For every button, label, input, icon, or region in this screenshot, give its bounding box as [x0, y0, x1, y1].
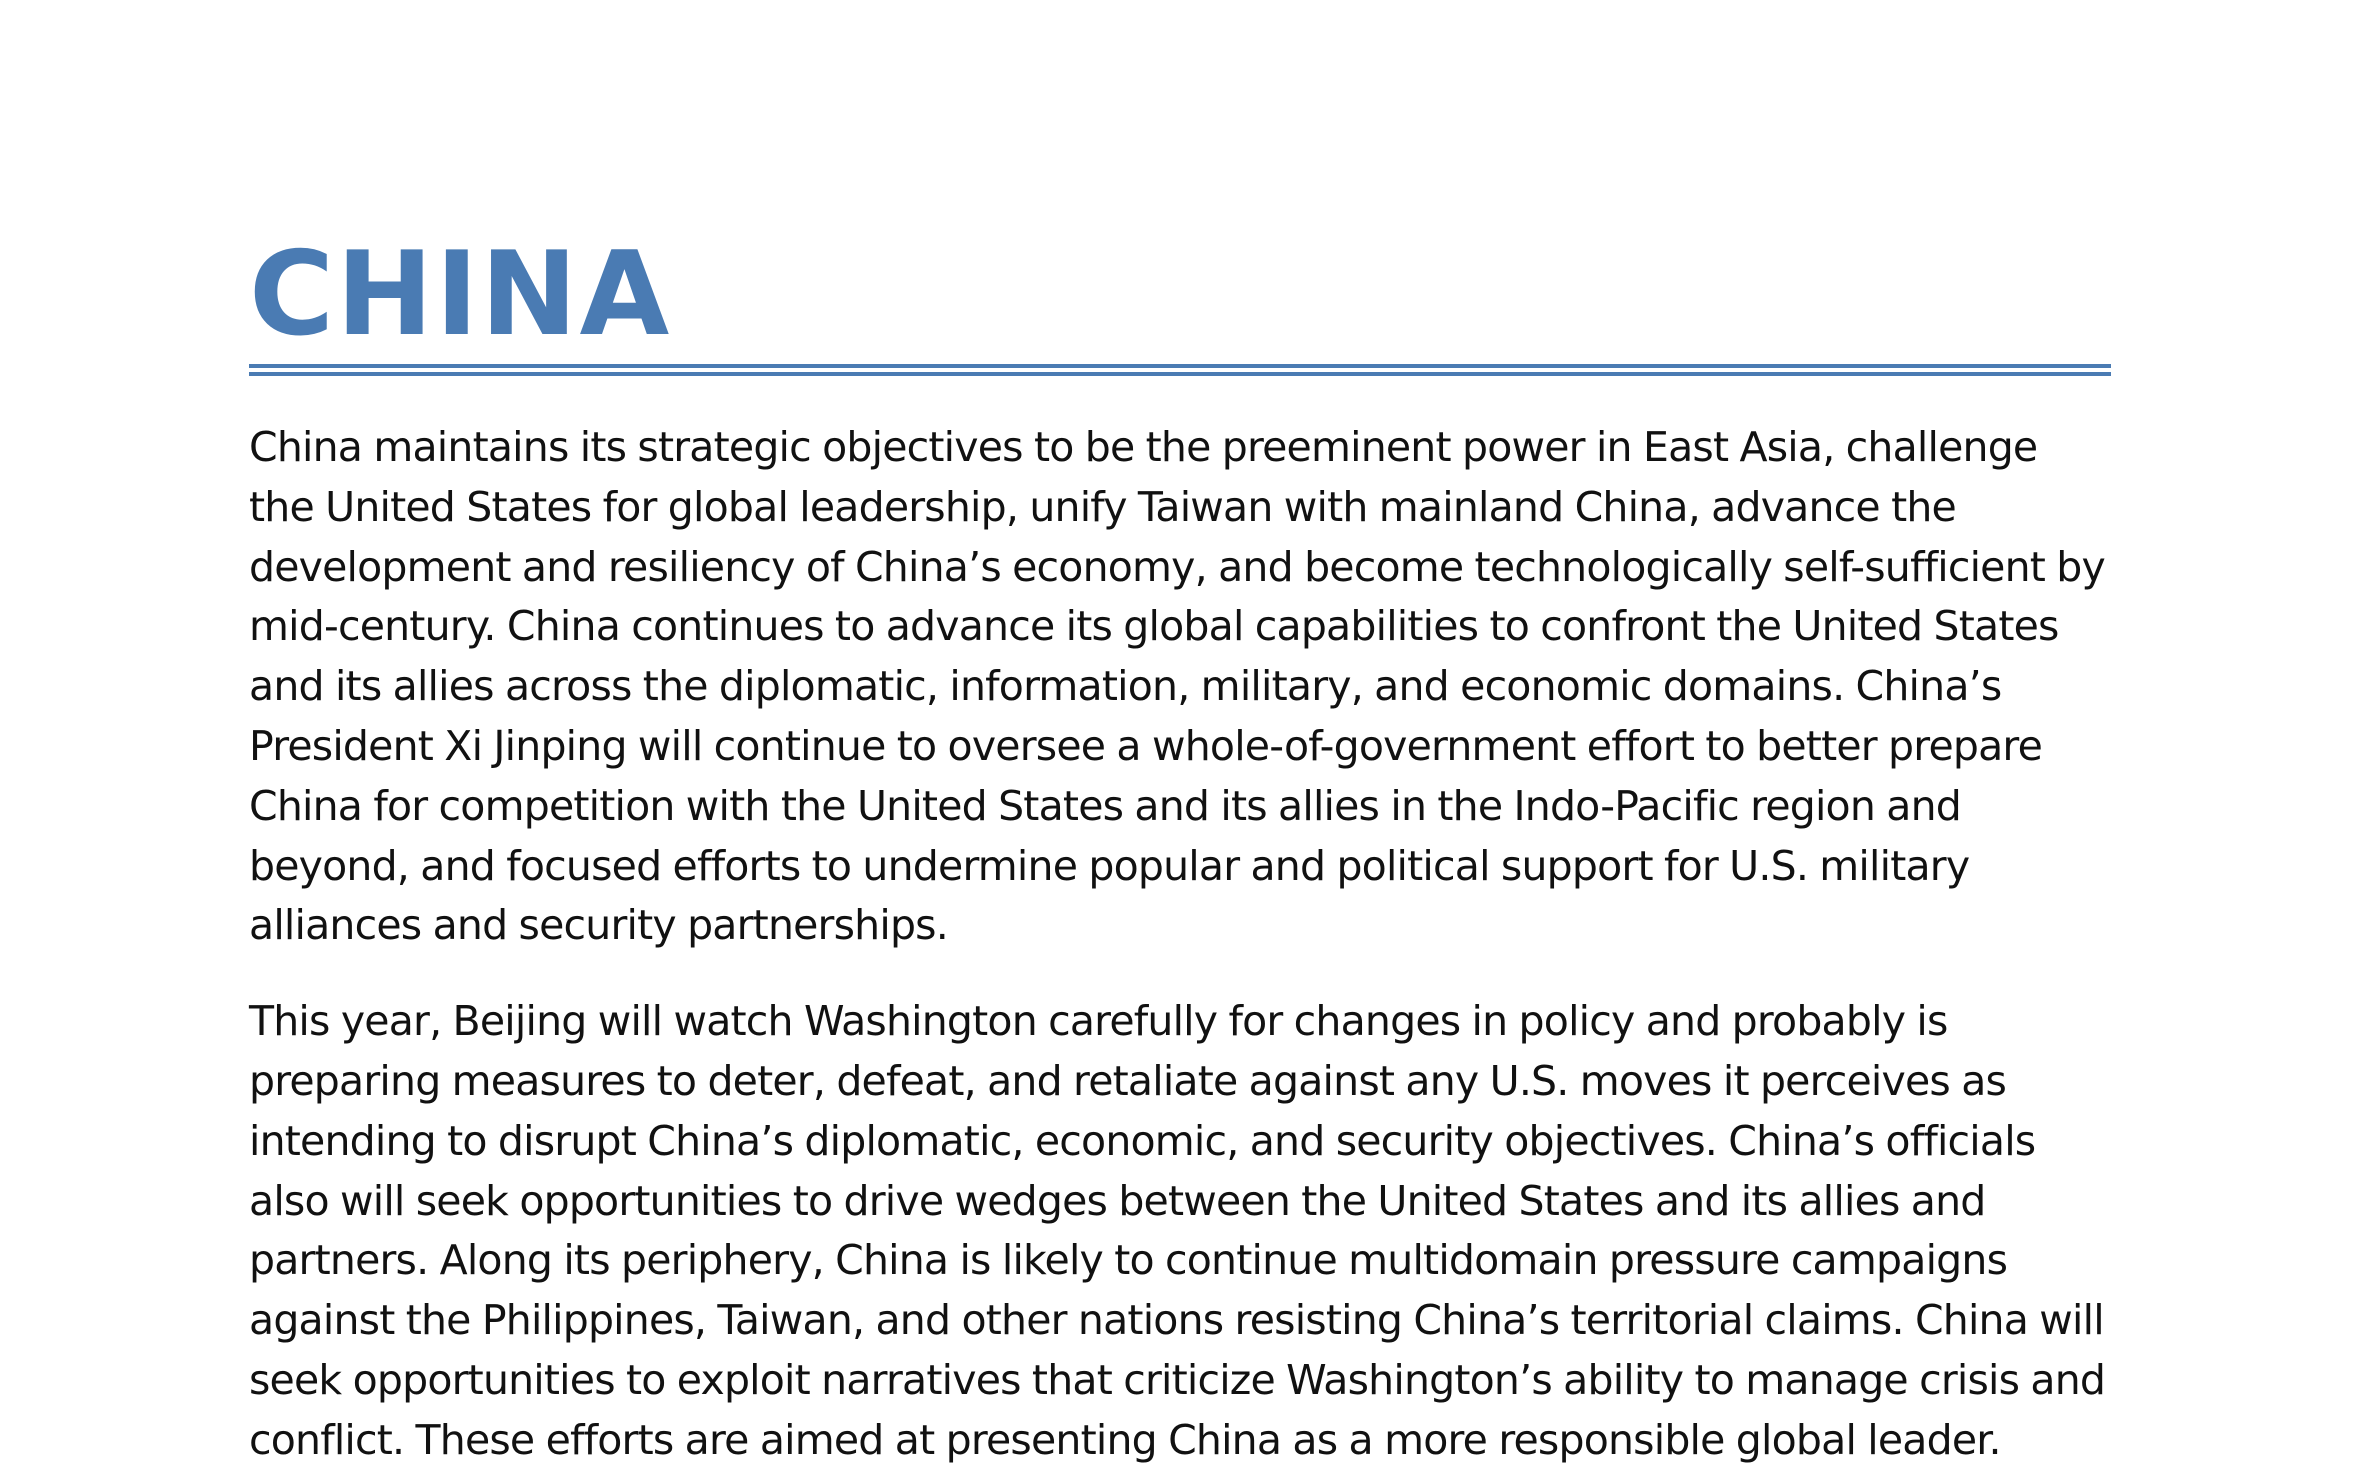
body-paragraph-1: China maintains its strategic objectives to be the preeminent power in East Asia, challenge the United States for global leadership, unify Taiwan with mainland China, advance the development and resiliency of China’s economy, and become technologically self-sufficient by mid-century. China continues to advance its global capabilities to confront the United States and its allies across the diplomatic, information, military, and economic domains. China’s President Xi Jinping will continue to oversee a whole-of-government effort to better prepare China for competition with the United States and its allies in the Indo-Pacific region and beyond, and focused efforts to undermine popular and political support for U.S. military alliances and security partnerships. — [249, 423, 2105, 950]
section-title: CHINA — [249, 227, 672, 362]
document-page — [249, 227, 2111, 1471]
title-double-rule — [249, 364, 2111, 376]
body-paragraph-2: This year, Beijing will watch Washington carefully for changes in policy and probably is preparing measures to deter, defeat, and retaliate against any U.S. moves it perceives as intending to disrupt China’s diplomatic, economic, and security objectives. China’s officials also will seek opportunities to drive wedges between the United States and its allies and partners. Along its periphery, China is likely to continue multidomain pressure campaigns against the Philippines, Taiwan, and other nations resisting China’s territorial claims. China will seek opportunities to exploit narratives that criticize Washington’s ability to manage crisis and conflict. These efforts are aimed at presenting China as a more responsible global leader. — [249, 997, 2106, 1464]
